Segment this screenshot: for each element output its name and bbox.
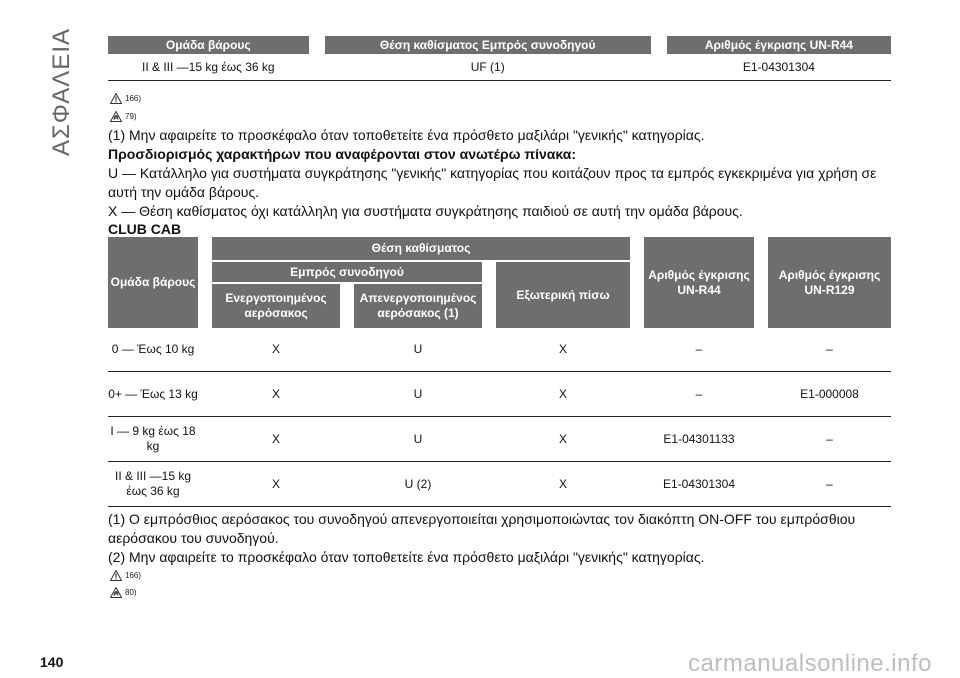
table-cell: E1-000008 xyxy=(768,372,891,417)
weight-group-table-club-cab xyxy=(108,237,891,507)
definition-u: U — Κατάλληλο για συστήματα συγκράτησης "γενικής" κατηγορίας που κοιτάζουν προς τα εμπρός εγκεκριμένα για χρήση σε αυτή την ομάδα βάρους. xyxy=(108,165,877,200)
table-header: Θέση καθίσματος Εμπρός συνοδηγού xyxy=(325,36,651,54)
warning-triangle-icon xyxy=(110,570,122,581)
header-seat-position: Θέση καθίσματος xyxy=(212,237,630,262)
table-cell: – xyxy=(768,417,891,462)
table-cell: II & III —15 kg έως 36 kg xyxy=(108,462,198,507)
table-cell: – xyxy=(768,462,891,507)
header-weight-group: Ομάδα βάρους xyxy=(108,237,198,328)
header-rear-outer: Εξωτερική πίσω xyxy=(496,262,630,328)
table-cell: UF (1) xyxy=(325,54,651,81)
caution-ref: 80) xyxy=(110,587,137,598)
table-cell: X xyxy=(496,417,630,462)
table-row xyxy=(108,417,891,462)
note-paragraph: (1) Μην αφαιρείτε το προσκέφαλο όταν τοποθετείτε ένα πρόσθετο μαξιλάρι "γενικής" κατηγορίας. xyxy=(108,127,705,143)
header-front-passenger: Εμπρός συνοδηγού xyxy=(212,262,482,284)
table-cell: II & III —15 kg έως 36 kg xyxy=(108,54,309,81)
warning-ref: 166) xyxy=(110,93,141,104)
table-row xyxy=(108,54,891,81)
table-cell: X xyxy=(212,462,340,507)
table-cell: – xyxy=(644,372,754,417)
table-cell: X xyxy=(496,462,630,507)
table-cell: I — 9 kg έως 18 kg xyxy=(108,417,198,462)
table-header: Ομάδα βάρους xyxy=(108,36,309,54)
table-cell: U xyxy=(354,372,482,417)
watermark: carmanualsonline.info xyxy=(688,650,932,677)
table-cell: X xyxy=(496,328,630,372)
table-cell: U (2) xyxy=(354,462,482,507)
header-airbag-inactive: Απενεργοποιημένος αερόσακος (1) xyxy=(354,284,482,328)
warning-ref: 166) xyxy=(110,570,141,581)
weight-group-table-front xyxy=(108,36,891,81)
definitions-heading: Προσδιορισμός χαρακτήρων που αναφέρονται στον ανωτέρω πίνακα: xyxy=(108,146,576,162)
table-cell: U xyxy=(354,417,482,462)
table-cell: U xyxy=(354,328,482,372)
footnote-2: (2) Μην αφαιρείτε το προσκέφαλο όταν τοποθετείτε ένα πρόσθετο μαξιλάρι "γενικής" κατηγορίας. xyxy=(108,549,705,565)
section-sidebar xyxy=(48,28,84,168)
table-header: Αριθμός έγκρισης UN-R44 xyxy=(667,36,891,54)
table-cell: X xyxy=(212,417,340,462)
hand-caution-icon xyxy=(110,587,122,598)
table-cell: E1-04301133 xyxy=(644,417,754,462)
table-cell: – xyxy=(768,328,891,372)
header-approval-r129: Αριθμός έγκρισης UN-R129 xyxy=(768,237,891,328)
warning-triangle-icon xyxy=(110,93,122,104)
table-cell: 0 — Έως 10 kg xyxy=(108,328,198,372)
footnote-1: (1) Ο εμπρόσθιος αερόσακος του συνοδηγού απενεργοποιείται χρησιμοποιώντας τον διακόπτη ON-OFF του εμπρόσθιου αερόσακου του συνοδηγού. xyxy=(108,511,856,546)
table-cell: E1-04301304 xyxy=(667,54,891,81)
section-title: ΑΣΦΑΛΕΙΑ xyxy=(48,28,75,157)
header-approval-r44: Αριθμός έγκρισης UN-R44 xyxy=(644,237,754,328)
page-number: 140 xyxy=(40,654,64,670)
table-row xyxy=(108,328,891,372)
hand-caution-icon xyxy=(110,111,122,122)
table-row xyxy=(108,372,891,417)
table-cell: X xyxy=(212,328,340,372)
table-cell: 0+ — Έως 13 kg xyxy=(108,372,198,417)
header-airbag-active: Ενεργοποιημένος αερόσακος xyxy=(212,284,340,328)
definition-x: X — Θέση καθίσματος όχι κατάλληλη για συστήματα συγκράτησης παιδιού σε αυτή την ομάδα βάρους. xyxy=(108,203,743,219)
club-cab-heading: CLUB CAB xyxy=(108,221,182,237)
table-cell: X xyxy=(212,372,340,417)
caution-ref: 79) xyxy=(110,111,137,122)
table-cell: E1-04301304 xyxy=(644,462,754,507)
table-cell: – xyxy=(644,328,754,372)
table-row xyxy=(108,462,891,507)
table-cell: X xyxy=(496,372,630,417)
